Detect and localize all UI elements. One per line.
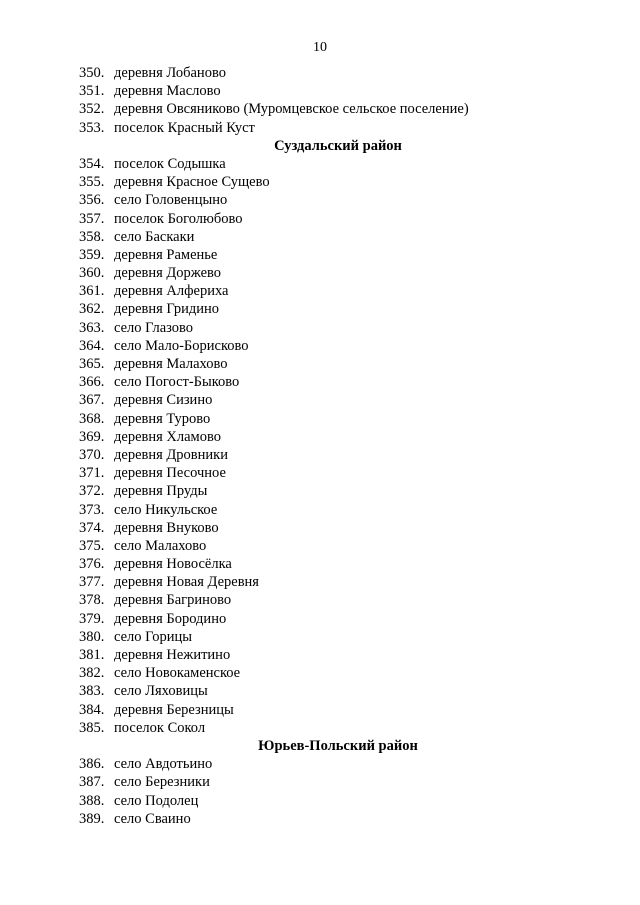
item-number: 378. (79, 592, 105, 609)
settlement-name: поселок Сокол (114, 719, 206, 736)
item-number: 364. (79, 337, 105, 354)
item-number: 359. (79, 246, 105, 263)
district-heading: Юрьев-Польский район (258, 737, 418, 754)
list-item (0, 155, 640, 173)
list-item (0, 428, 640, 446)
settlement-name: село Авдотьино (114, 756, 213, 773)
item-number: 353. (79, 119, 105, 136)
item-number: 365. (79, 356, 105, 372)
settlement-name: село Головенцыно (114, 192, 228, 209)
item-number: 361. (79, 283, 105, 300)
item-number: 363. (79, 319, 105, 336)
item-number: 371. (79, 465, 105, 482)
item-number: 373. (79, 501, 105, 518)
item-number: 370. (79, 446, 105, 463)
list-item (0, 355, 640, 373)
list-item (0, 210, 640, 228)
page-number: 10 (313, 40, 327, 55)
list-item (0, 119, 640, 137)
list-item (0, 300, 640, 318)
item-number: 357. (79, 210, 105, 227)
settlement-name: деревня Гридино (114, 301, 220, 318)
district-heading: Суздальский район (274, 137, 402, 154)
item-number: 374. (79, 519, 105, 536)
item-number: 376. (79, 556, 105, 573)
item-number: 389. (79, 810, 105, 827)
list-item (0, 701, 640, 719)
settlement-name: деревня Новая Деревня (114, 574, 259, 591)
settlement-name: село Сваино (114, 810, 191, 827)
list-item (0, 755, 640, 773)
item-number: 387. (79, 774, 105, 791)
settlement-name: деревня Малахово (114, 356, 228, 372)
item-number: 381. (79, 647, 105, 663)
item-number: 385. (79, 719, 105, 736)
list-item (0, 373, 640, 391)
list-item (0, 446, 640, 464)
list-item (0, 246, 640, 264)
list-item (0, 501, 640, 519)
item-number: 383. (79, 683, 105, 700)
settlement-name: село Мало-Борисково (114, 337, 249, 354)
list-item (0, 719, 640, 737)
item-number: 354. (79, 155, 105, 172)
settlement-name: деревня Лобаново (114, 65, 226, 81)
settlement-name: поселок Содышка (114, 155, 226, 172)
settlement-name: деревня Алфериха (114, 283, 229, 300)
list-item (0, 628, 640, 646)
item-number: 362. (79, 301, 105, 318)
list-item (0, 464, 640, 482)
settlement-name: деревня Березницы (114, 701, 234, 718)
item-number: 351. (79, 83, 105, 100)
settlement-name: село Березники (114, 774, 210, 791)
settlement-name: село Горицы (114, 628, 193, 645)
settlement-name: деревня Красное Сущево (114, 174, 270, 191)
item-number: 366. (79, 374, 105, 391)
list-item (0, 64, 640, 82)
item-number: 358. (79, 228, 105, 245)
list-item (0, 100, 640, 118)
item-number: 350. (79, 65, 105, 81)
list-item (0, 646, 640, 664)
list-item (0, 282, 640, 300)
settlement-name: село Никульское (114, 501, 218, 518)
settlement-name: деревня Сизино (114, 392, 213, 409)
settlement-name: поселок Красный Куст (114, 119, 255, 136)
settlement-name: деревня Внуково (114, 519, 219, 536)
settlement-name: село Ляховицы (114, 683, 208, 700)
settlement-name: деревня Бородино (114, 610, 227, 627)
settlement-name: деревня Багриново (114, 592, 232, 609)
settlement-name: деревня Песочное (114, 465, 226, 482)
settlement-list (0, 64, 640, 828)
list-item (0, 591, 640, 609)
list-item (0, 537, 640, 555)
list-item (0, 610, 640, 628)
list-item (0, 319, 640, 337)
settlement-name: деревня Маслово (114, 83, 221, 100)
settlement-name: деревня Дровники (114, 446, 228, 463)
list-item (0, 682, 640, 700)
list-item (0, 264, 640, 282)
settlement-name: деревня Турово (114, 410, 211, 427)
item-number: 386. (79, 756, 105, 773)
list-item (0, 810, 640, 828)
list-item (0, 664, 640, 682)
list-item (0, 391, 640, 409)
item-number: 368. (79, 410, 105, 427)
item-number: 369. (79, 428, 105, 445)
settlement-name: село Баскаки (114, 228, 195, 245)
settlement-name: деревня Нежитино (114, 647, 231, 663)
list-item (0, 573, 640, 591)
settlement-name: деревня Новосёлка (114, 556, 232, 573)
list-item (0, 519, 640, 537)
list-item (0, 337, 640, 355)
settlement-name: село Малахово (114, 537, 207, 554)
list-item (0, 555, 640, 573)
list-item (0, 773, 640, 791)
list-item (0, 792, 640, 810)
settlement-name: деревня Овсяниково (Муромцевское сельское поселение) (114, 101, 469, 118)
list-item (0, 191, 640, 209)
settlement-name: деревня Раменье (114, 246, 218, 263)
item-number: 360. (79, 265, 105, 282)
item-number: 356. (79, 192, 105, 209)
settlement-name: село Подолец (114, 792, 199, 809)
item-number: 380. (79, 628, 105, 645)
settlement-name: село Погост-Быково (114, 374, 240, 391)
item-number: 384. (79, 701, 105, 718)
settlement-name: деревня Пруды (114, 483, 208, 500)
settlement-name: село Новокаменское (114, 665, 241, 682)
item-number: 375. (79, 537, 105, 554)
item-number: 382. (79, 665, 105, 682)
list-item (0, 482, 640, 500)
item-number: 377. (79, 574, 105, 591)
settlement-name: село Глазово (114, 319, 194, 336)
item-number: 352. (79, 101, 105, 118)
item-number: 388. (79, 792, 105, 809)
list-item (0, 410, 640, 428)
item-number: 379. (79, 610, 105, 627)
settlement-name: поселок Боголюбово (114, 210, 243, 227)
list-item (0, 173, 640, 191)
item-number: 372. (79, 483, 105, 500)
list-item (0, 82, 640, 100)
settlement-name: деревня Хламово (114, 428, 221, 445)
settlement-name: деревня Доржево (114, 265, 222, 282)
item-number: 367. (79, 392, 105, 409)
list-item (0, 228, 640, 246)
item-number: 355. (79, 174, 105, 191)
